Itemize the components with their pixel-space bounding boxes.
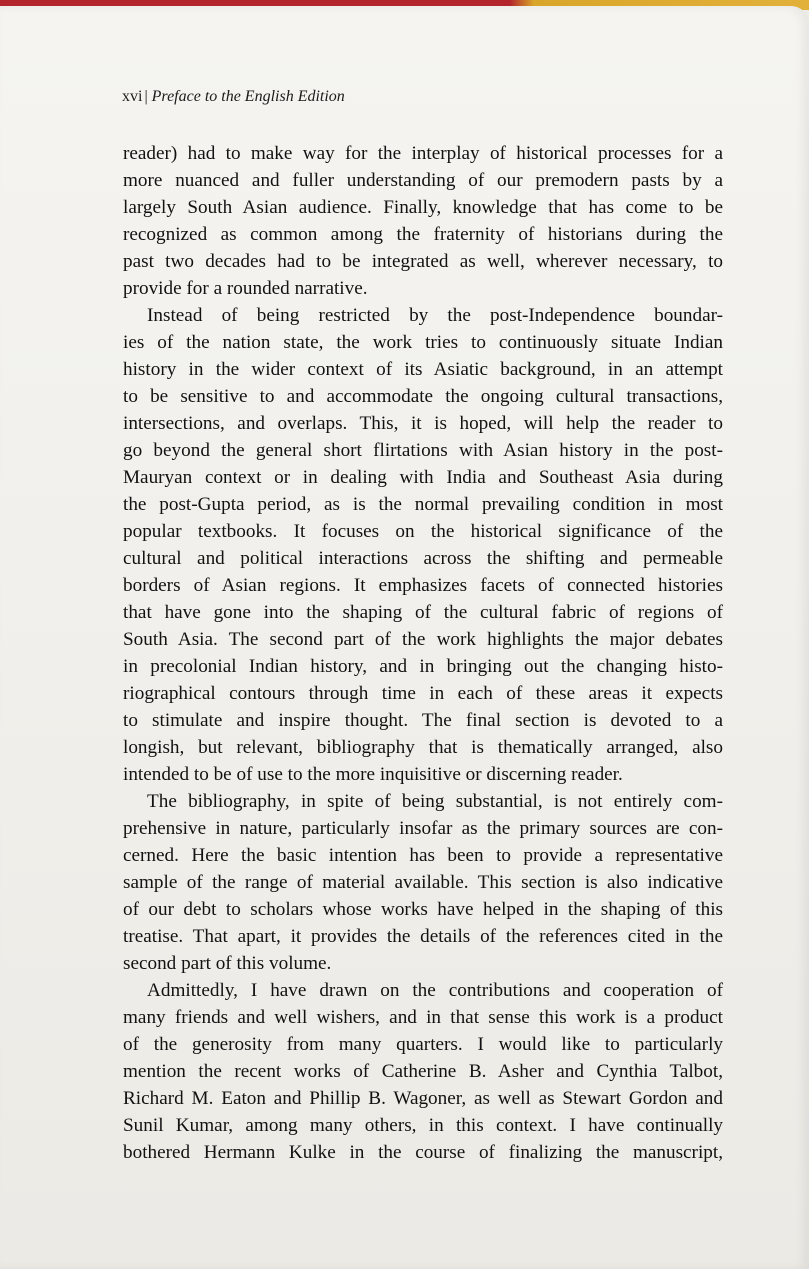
text-line: South Asia. The second part of the work highlights the major debates [123,629,723,650]
text-line: recognized as common among the fraternity of historians during the [123,224,723,245]
text-line: mention the recent works of Catherine B. Asher and Cynthia Talbot, [123,1061,723,1082]
paragraph-1 [123,140,723,302]
text-line: provide for a rounded narrative. [123,278,368,299]
text-line: many friends and well wishers, and in that sense this work is a product [123,1007,723,1028]
text-line: the post-Gupta period, as is the normal prevailing condition in most [123,494,723,515]
header-separator: | [144,88,148,105]
page-number: xvi [122,88,143,105]
text-line: reader) had to make way for the interplay of historical processes for a [123,143,723,164]
text-line: The bibliography, in spite of being substantial, is not entirely com- [147,791,723,812]
text-line: Admittedly, I have drawn on the contributions and cooperation of [147,980,723,1001]
running-header [122,88,345,106]
text-line: sample of the range of material available. This section is also indicative [123,872,723,893]
text-line: go beyond the general short flirtations with Asian history in the post- [123,440,723,461]
text-line: longish, but relevant, bibliography that is thematically arranged, also [123,737,723,758]
text-line: that have gone into the shaping of the cultural fabric of regions of [123,602,723,623]
text-line: Mauryan context or in dealing with India and Southeast Asia during [123,467,723,488]
text-line: bothered Hermann Kulke in the course of finalizing the manuscript, [123,1142,723,1163]
text-line: to stimulate and inspire thought. The final section is devoted to a [123,710,723,731]
text-line: of the generosity from many quarters. I would like to particularly [123,1034,723,1055]
text-line: largely South Asian audience. Finally, knowledge that has come to be [123,197,723,218]
running-title: Preface to the English Edition [151,88,345,105]
text-line: ies of the nation state, the work tries to continuously situate Indian [123,332,723,353]
text-line: history in the wider context of its Asiatic background, in an attempt [123,359,723,380]
text-line: second part of this volume. [123,953,332,974]
book-page [0,6,809,1269]
text-line: Richard M. Eaton and Phillip B. Wagoner, as well as Stewart Gordon and [123,1088,723,1109]
text-line: past two decades had to be integrated as well, wherever necessary, to [123,251,723,272]
text-line: cultural and political interactions across the shifting and permeable [123,548,723,569]
paragraph-3 [123,788,723,977]
text-line: intended to be of use to the more inquisitive or discerning reader. [123,764,623,785]
text-line: more nuanced and fuller understanding of our premodern pasts by a [123,170,723,191]
text-line: borders of Asian regions. It emphasizes facets of connected histories [123,575,723,596]
text-line: cerned. Here the basic intention has been to provide a representative [123,845,723,866]
text-line: Sunil Kumar, among many others, in this context. I have continually [123,1115,723,1136]
paragraph-4 [123,977,723,1166]
text-line: prehensive in nature, particularly insofar as the primary sources are con- [123,818,723,839]
paragraph-2 [123,302,723,788]
text-line: in precolonial Indian history, and in bringing out the changing histo- [123,656,723,677]
text-line: intersections, and overlaps. This, it is hoped, will help the reader to [123,413,723,434]
body-text [123,140,723,1166]
text-line: treatise. That apart, it provides the details of the references cited in the [123,926,723,947]
text-line: popular textbooks. It focuses on the historical significance of the [123,521,723,542]
text-line: Instead of being restricted by the post-Independence boundar- [147,305,723,326]
text-line: riographical contours through time in each of these areas it expects [123,683,723,704]
text-line: of our debt to scholars whose works have helped in the shaping of this [123,899,723,920]
text-line: to be sensitive to and accommodate the ongoing cultural transactions, [123,386,723,407]
